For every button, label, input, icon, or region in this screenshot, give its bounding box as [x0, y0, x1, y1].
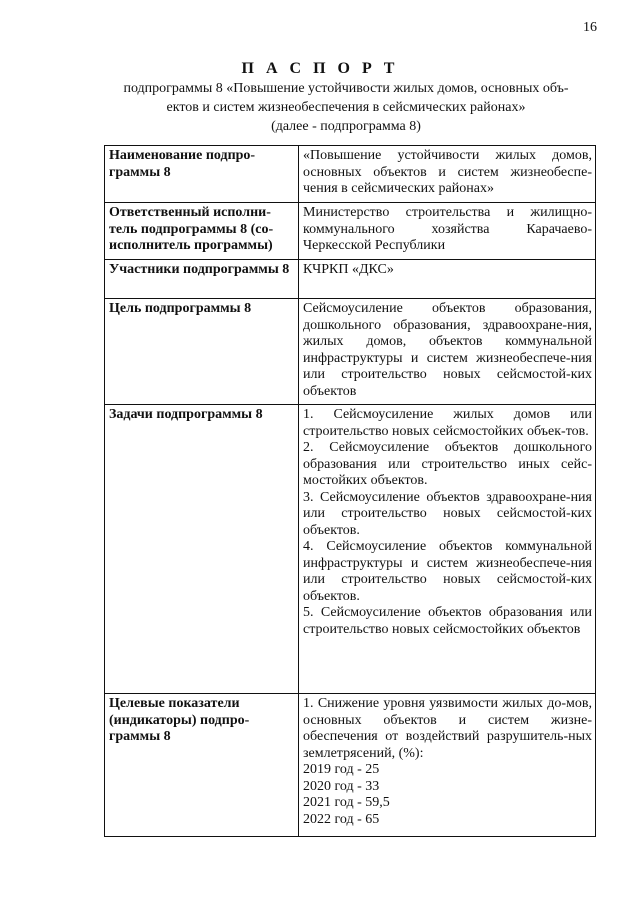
- row-value: [299, 146, 596, 203]
- row-value: [299, 299, 596, 405]
- value-paragraph: 2021 год - 59,5: [303, 795, 390, 810]
- value-paragraph: 4. Сейсмоусиление объектов коммунальной инфраструктуры и систем жизнеобеспече-ния или строительство новых сейсмостой-ких объектов.: [303, 539, 592, 604]
- value-paragraph: 2020 год - 33: [303, 778, 380, 794]
- document-title: П А С П О Р Т: [241, 60, 399, 77]
- page-number: 16: [583, 20, 597, 35]
- subtitle-line: подпрограммы 8 «Повышение устойчивости жилых домов, основных объ-: [123, 81, 569, 96]
- row-value: [299, 260, 596, 299]
- value-paragraph: 2. Сейсмоусиление объектов дошкольного образования или строительство иных сейс-мостойких объектов.: [303, 440, 592, 488]
- table-row: [105, 694, 596, 837]
- row-value: [299, 694, 596, 837]
- table-row: [105, 405, 596, 694]
- value-paragraph: 1. Сейсмоусиление жилых домов или строительство новых сейсмостойких объек-тов.: [303, 407, 592, 439]
- passport-table: [104, 145, 596, 837]
- row-label: Задачи подпрограммы 8: [105, 405, 299, 694]
- table-row: [105, 260, 596, 299]
- value-paragraph: КЧРКП «ДКС»: [303, 262, 394, 277]
- value-paragraph: 2019 год - 25: [303, 762, 380, 777]
- table-row: [105, 203, 596, 260]
- value-paragraph: Сейсмоусиление объектов образования, дошкольного образования, здравоохране-ния, жилых домов, объектов коммунальной инфраструктуры и систем жизнеобеспече-ния или строительство новых сейсмостой-ких объектов: [303, 301, 592, 399]
- row-label: Цель подпрограммы 8: [105, 299, 299, 405]
- table-row: [105, 299, 596, 405]
- subtitle-line: ектов и систем жизнеобеспечения в сейсмических районах»: [166, 100, 526, 115]
- value-paragraph: «Повышение устойчивости жилых домов, основных объектов и систем жизнеобеспе-чения в сейсмических районах»: [303, 148, 592, 196]
- value-paragraph: 2022 год - 65: [303, 811, 380, 827]
- value-paragraph: Министерство строительства и жилищно-коммунального хозяйства Карачаево-Черкесской Республики: [303, 205, 592, 253]
- document-subtitle: [86, 79, 606, 136]
- row-label: Наименование подпро-граммы 8: [105, 146, 299, 203]
- row-value: [299, 203, 596, 260]
- subtitle-line: (далее - подпрограмма 8): [271, 119, 421, 134]
- value-paragraph: 1. Снижение уровня уязвимости жилых до-мов, основных объектов и систем жизне-обеспечения от воздействий разрушитель-ных землетрясений, (%):: [303, 696, 592, 761]
- row-label: Целевые показатели (индикаторы) подпро-граммы 8: [105, 694, 299, 837]
- value-paragraph: 3. Сейсмоусиление объектов здравоохране-ния или строительство новых сейсмостой-ких объектов.: [303, 489, 592, 538]
- table-row: [105, 146, 596, 203]
- row-value: [299, 405, 596, 694]
- value-paragraph: 5. Сейсмоусиление объектов образования или строительство новых сейсмостойких объектов: [303, 605, 592, 637]
- row-label: Участники подпрограммы 8: [105, 260, 299, 299]
- row-label: Ответственный исполни-тель подпрограммы 8 (со-исполнитель программы): [105, 203, 299, 260]
